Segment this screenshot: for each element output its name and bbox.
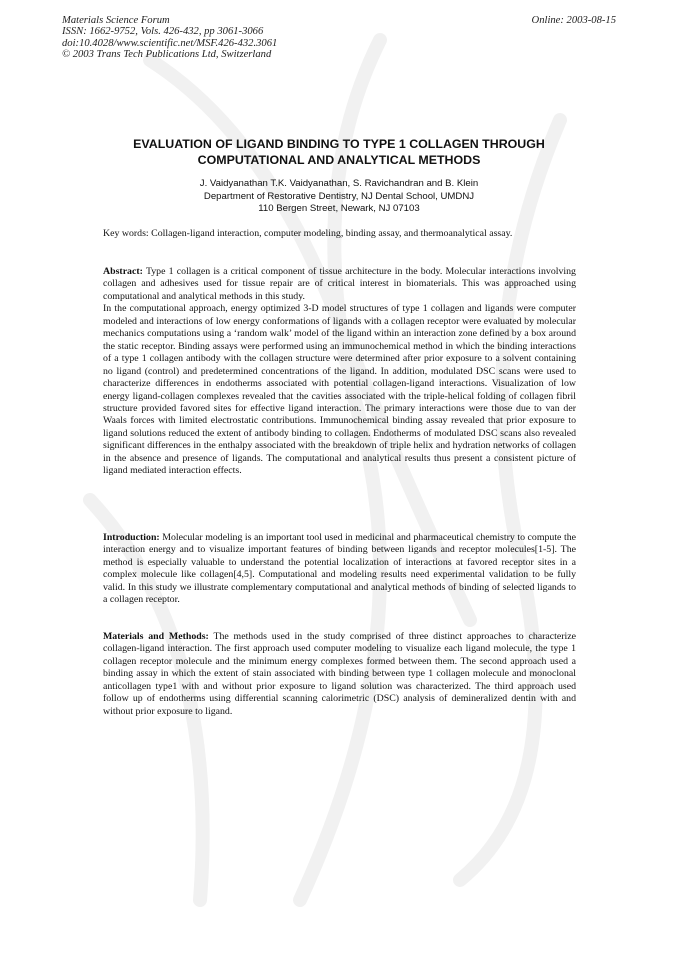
keywords-label: Key words: [103, 228, 149, 239]
journal-issn: ISSN: 1662-9752, Vols. 426-432, pp 3061-3066 [62, 26, 264, 38]
journal-name: Materials Science Forum [62, 15, 170, 26]
abstract-label: Abstract: [103, 266, 143, 277]
title-line-2: COMPUTATIONAL AND ANALYTICAL METHODS [197, 152, 481, 167]
abstract-paragraph-2: In the computational approach, energy optimized 3-D model structures of type 1 collagen and ligands were computer modeled and interactions of low energy conformations of ligands with a collagen receptor were evaluated by molecular mechanics computations using a ‘random walk’ model of the ligand within an interaction zone defined by a box around the static receptor. Binding assays were performed using an immunochemical method in which the binding interactions of a type 1 collagen antibody with the collagen structure were determined after prior exposure to a solvent containing no ligand (control) and predetermined concentrations of the ligand. In addition, modulated DSC scans were used to characterize differences in endotherms associated with potential collagen-ligand interactions. Visualization of low energy ligand-collagen complexes revealed that the cavities associated with the triple-helical folding of collagen fibril structure provided favored sites for effective ligand interaction. The primary interactions were those due to van der Waals forces with limited electrostatic contributions. Immunochemical binding assay revealed that prior exposure to ligand solutions reduced the extent of antibody binding to collagen. Endotherms of modulated DSC scans also revealed significant differences in the enthalpy associated with the breakdown of triple helix and hydration networks of collagen in the absence and presence of ligands. The computational and analytical results thus present a consistent picture of ligand mediated interaction effects. [103, 303, 576, 477]
author-names: J. Vaidyanathan T.K. Vaidyanathan, S. Ravichandran and B. Klein [199, 178, 479, 189]
introduction-text: Molecular modeling is an important tool used in medicinal and pharmaceutical chemistry to compute the interaction energy and to visualize important features of binding between ligands and receptor molecules[1-5]. The method is especially valuable to understand the potential localization of interactions at favored receptor sites in a complex molecule like collagen[4,5]. Computational and modeling results need experimental validation to be fully valid. In this study we illustrate complementary computational and analytical methods of binding of selected ligands to a collagen receptor. [103, 532, 576, 606]
methods-label: Materials and Methods: [103, 631, 209, 642]
title-line-1: EVALUATION OF LIGAND BINDING TO TYPE 1 COLLAGEN THROUGH [133, 137, 545, 151]
journal-doi: doi:10.4028/www.scientific.net/MSF.426-432.3061 [62, 37, 278, 49]
author-address: 110 Bergen Street, Newark, NJ 07103 [258, 203, 420, 215]
abstract-paragraph-1: Type 1 collagen is a critical component of tissue architecture in the body. Molecular interactions involving collagen and adhesives used for tissue repair are of critical interest in biomaterials. This was approached using computational and analytical methods in this study. [103, 266, 576, 302]
keywords-text: Collagen-ligand interaction, computer modeling, binding assay, and thermoanalytical assay. [151, 228, 513, 239]
methods-text: The methods used in the study comprised of three distinct approaches to characterize collagen-ligand interaction. The first approach used computer modeling to visualize each ligand molecule, the type 1 collagen receptor molecule and the minimum energy complexes formed between them. The second approach used a binding assay in which the extent of stain associated with binding between type 1 collagen molecule and monoclonal anticollagen type1 with and without prior exposure to ligand solution was characterized. The third approach used follow up of endotherms using differential scanning calorimetric (DSC) analysis of demineralized dentin with and without prior exposure to ligand. [103, 631, 576, 717]
author-block [85, 178, 593, 216]
paper-title [85, 137, 593, 168]
introduction-label: Introduction: [103, 532, 160, 543]
journal-copyright: © 2003 Trans Tech Publications Ltd, Switzerland [62, 49, 272, 61]
journal-header [62, 15, 277, 61]
abstract-section [103, 266, 576, 478]
keywords-section [103, 228, 576, 240]
methods-section [103, 631, 576, 718]
author-department: Department of Restorative Dentistry, NJ Dental School, UMDNJ [203, 190, 475, 202]
online-date: Online: 2003-08-15 [531, 15, 616, 26]
introduction-section [103, 532, 576, 607]
